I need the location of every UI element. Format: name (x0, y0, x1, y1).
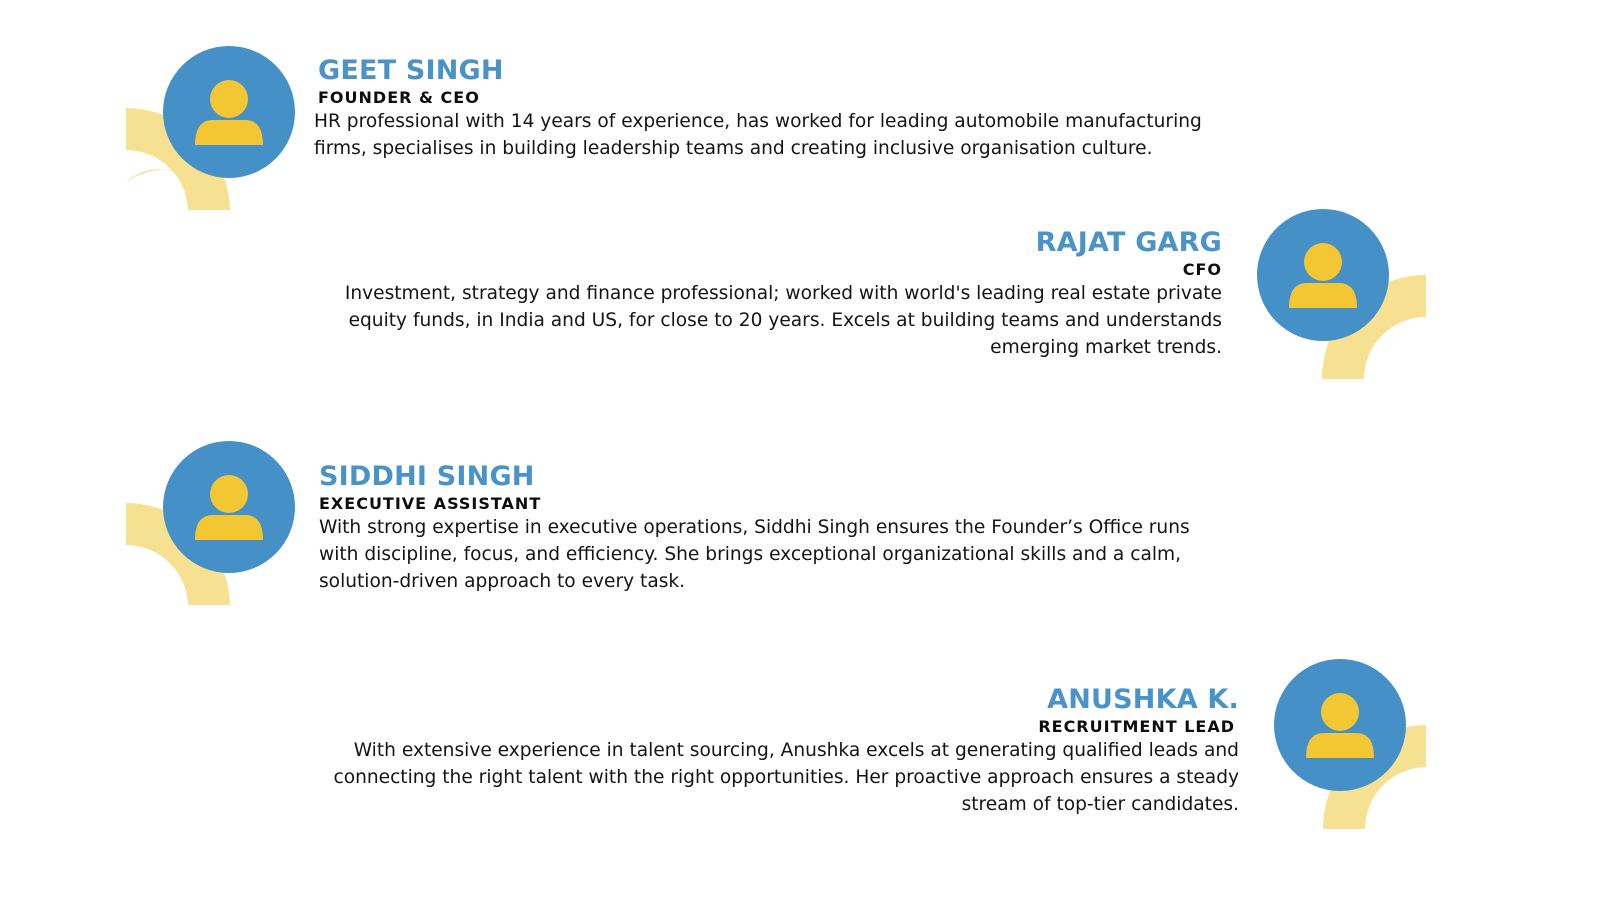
member-name: SIDDHI SINGH (319, 461, 535, 492)
member-role: FOUNDER & CEO (318, 88, 480, 107)
member-bio: With extensive experience in talent sourcing, Anushka excels at generating qualified leads and connecting the right talent with the right opportunities. Her proactive approach ensures a steady stream of top-tier candidates. (333, 740, 1239, 815)
member-name: GEET SINGH (318, 55, 504, 86)
member-role: EXECUTIVE ASSISTANT (319, 494, 542, 513)
member-name: ANUSHKA K. (1047, 684, 1239, 715)
member-name: RAJAT GARG (1035, 227, 1222, 258)
member-bio: With strong expertise in executive operations, Siddhi Singh ensures the Founder’s Office runs with discipline, focus, and efficiency. She brings exceptional organizational skills and a calm, solution-driven approach to every task. (319, 517, 1190, 592)
member-role: RECRUITMENT LEAD (1038, 717, 1235, 736)
member-bio: HR professional with 14 years of experience, has worked for leading automobile manufacturing firms, specialises in building leadership teams and creating inclusive organisation culture. (314, 111, 1202, 159)
member-bio: Investment, strategy and finance professional; worked with world's leading real estate private equity funds, in India and US, for close to 20 years. Excels at building teams and understands emerging market trends. (344, 283, 1222, 358)
member-role: CFO (1182, 260, 1222, 279)
avatar (1273, 659, 1433, 839)
